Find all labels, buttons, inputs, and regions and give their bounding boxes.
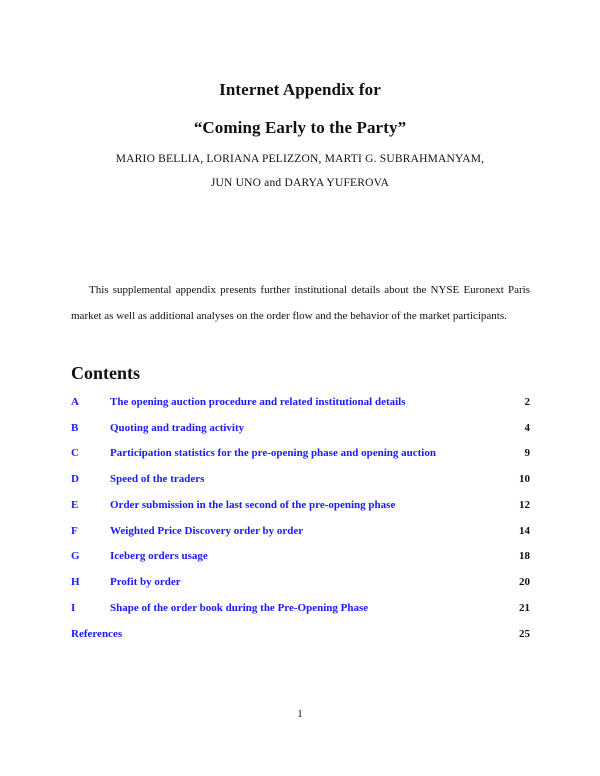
toc-letter[interactable]: A [71,396,79,408]
toc-title-link[interactable]: Iceberg orders usage [110,550,208,562]
toc-entry-f[interactable] [71,523,530,539]
authors-line-2: JUN UNO and DARYA YUFEROVA [210,177,390,189]
toc-entry-references[interactable] [71,626,530,642]
toc-title-link[interactable]: Shape of the order book during the Pre-Opening Phase [110,602,369,614]
toc-page-number: 10 [519,473,530,485]
toc-entry-b[interactable] [71,420,530,436]
toc-entry-a[interactable] [71,394,530,410]
toc-entry-c[interactable] [71,445,530,461]
toc-letter[interactable]: I [71,602,76,614]
toc-letter[interactable]: E [71,499,79,511]
toc-title-link[interactable]: Speed of the traders [110,473,205,485]
toc-page-number: 20 [519,576,530,588]
toc-page-number: 18 [519,550,530,562]
toc-title-link[interactable]: The opening auction procedure and related institutional details [110,396,406,408]
toc-entry-d[interactable] [71,471,530,487]
toc-page-number: 4 [524,422,530,434]
toc-page-number: 2 [524,396,530,408]
toc-page-number: 14 [519,525,530,537]
toc-entry-e[interactable] [71,497,530,513]
toc-title-link[interactable]: Profit by order [110,576,181,588]
toc-letter[interactable]: H [71,576,80,588]
page-number: 1 [297,708,303,720]
toc-letter[interactable]: F [71,525,78,537]
authors-line-1: MARIO BELLIA, LORIANA PELIZZON, MARTI G. SUBRAHMANYAM, [115,153,485,165]
toc-title-link[interactable]: Weighted Price Discovery order by order [110,525,304,537]
toc-entry-i[interactable] [71,600,530,616]
abstract-paragraph: This supplemental appendix presents further institutional details about the NYSE Euronext Paris market as well as additional analyses on the order flow and the behavior of the market participants. [71,284,530,322]
toc-entry-g[interactable] [71,548,530,564]
title-line-2: “Coming Early to the Party” [193,118,407,137]
toc-entry-h[interactable] [71,574,530,590]
toc-letter[interactable]: G [71,550,80,562]
toc-title-link[interactable]: Participation statistics for the pre-opening phase and opening auction [110,447,436,459]
toc-title-link[interactable]: Order submission in the last second of the pre-opening phase [110,499,396,511]
toc-letter[interactable]: C [71,447,79,459]
toc-page-number: 21 [519,602,530,614]
toc-title-link[interactable]: Quoting and trading activity [110,422,245,434]
toc-letter[interactable]: D [71,473,79,485]
toc-page-number: 9 [524,447,530,459]
toc-page-number: 12 [519,499,530,511]
toc-page-number: 25 [519,628,530,640]
toc-references-link[interactable]: References [71,628,123,640]
contents-heading: Contents [71,363,141,383]
toc-letter[interactable]: B [71,422,79,434]
title-line-1: Internet Appendix for [219,80,381,99]
